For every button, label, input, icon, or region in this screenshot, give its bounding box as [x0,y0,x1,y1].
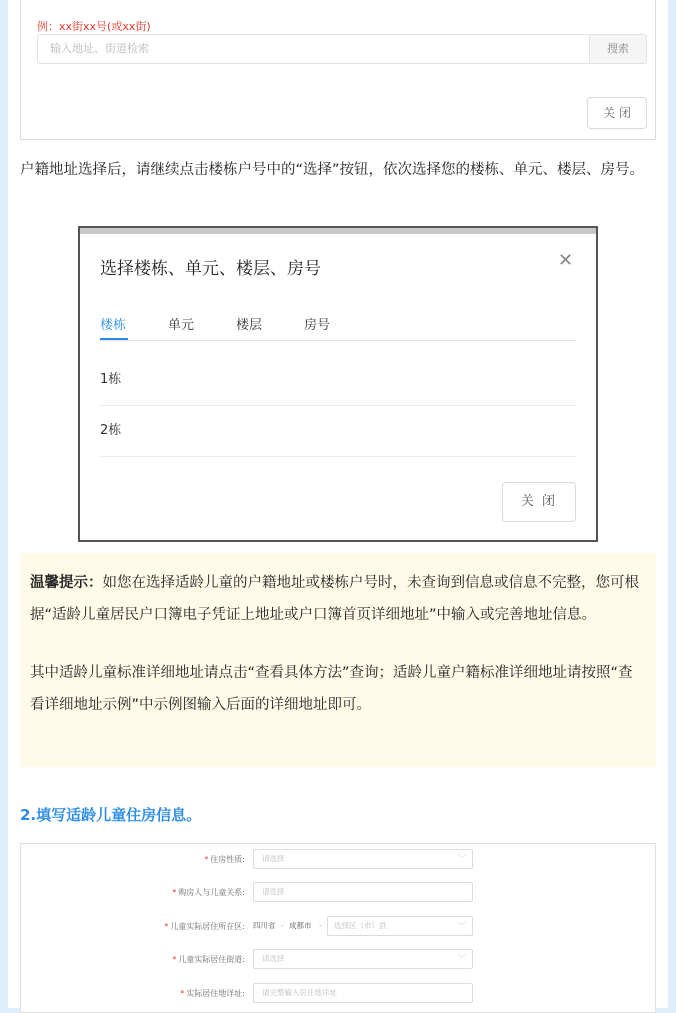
field-label: * 实际居住地详址: [180,989,245,998]
background-strip [80,228,596,234]
building-option-2[interactable]: 2栋 [100,406,576,457]
field-label: * 购房人与儿童关系: [172,888,245,897]
city-value: 成都市 [289,921,312,930]
tip-label: 温馨提示： [30,575,103,591]
building-tabs [100,310,576,341]
housing-form-screenshot [20,843,656,1013]
tip-box [20,553,656,767]
tip-text-1: 如您在选择适龄儿童的户籍地址或楼栋户号时，未查询到信息或信息不完整，您可根据“适龄儿童居民户口簿电子凭证上地址或户口簿首页详细地址”中输入或完善地址信息。 [30,575,639,623]
address-input[interactable]: 请完整输入居住地详址 [253,983,473,1003]
active-tab-indicator [100,338,128,340]
form-row-address [21,983,656,1005]
section-title: 2.填写适龄儿童住房信息。 [20,806,202,824]
search-button[interactable]: 搜索 [589,34,647,64]
address-example-hint: 例：xx街xx号(或xx街) [37,20,151,33]
field-label: * 儿童实际居住街道: [172,955,245,964]
relation-select[interactable]: 请选择 [253,882,473,902]
form-row-street [21,949,656,971]
address-search-screenshot [20,0,656,140]
modal-title: 选择楼栋、单元、楼层、房号 [100,259,321,279]
chevron-down-icon: ﹀ [458,954,466,963]
form-row-relation [21,882,656,904]
tip-paragraph-1 [30,567,646,631]
tab-building[interactable]: 楼栋 [100,318,127,333]
building-selection-screenshot [78,226,598,542]
chevron-down-icon: ﹀ [458,921,466,930]
instruction-paragraph: 户籍地址选择后，请继续点击楼栋户号中的“选择”按钮，依次选择您的楼栋、单元、楼层、房号。 [20,162,645,178]
field-label: * 儿童实际居住所在区: [164,922,245,931]
housing-type-select[interactable]: 请选择 ﹀ [253,849,473,869]
street-select[interactable]: 请选择 ﹀ [253,949,473,969]
address-search-input[interactable]: 输入地址、街道检索 [37,34,589,64]
close-icon[interactable]: ✕ [558,250,574,271]
chevron-down-icon: ﹀ [458,854,466,863]
tab-room[interactable]: 房号 [304,318,331,333]
close-button[interactable]: 关 闭 [587,97,647,129]
district-select[interactable]: 选择区（市）县 ﹀ [327,916,473,936]
tip-paragraph-2: 其中适龄儿童标准详细地址请点击“查看具体方法”查询；适龄儿童户籍标准详细地址请按照“查看详细地址示例”中示例图输入后面的详细地址即可。 [30,665,633,713]
building-option-1[interactable]: 1栋 [100,355,576,406]
article-page [8,0,668,1008]
field-label: * 住房性质: [204,855,245,864]
district-selector[interactable]: 四川省 - 成都市 - 选择区（市）县 ﹀ [253,916,473,936]
tab-floor[interactable]: 楼层 [236,318,263,333]
tab-unit[interactable]: 单元 [168,318,195,333]
form-row-district [21,916,656,938]
province-value: 四川省 [253,921,276,930]
modal-close-button[interactable]: 关 闭 [502,482,576,522]
form-row-housing-type [21,849,656,871]
